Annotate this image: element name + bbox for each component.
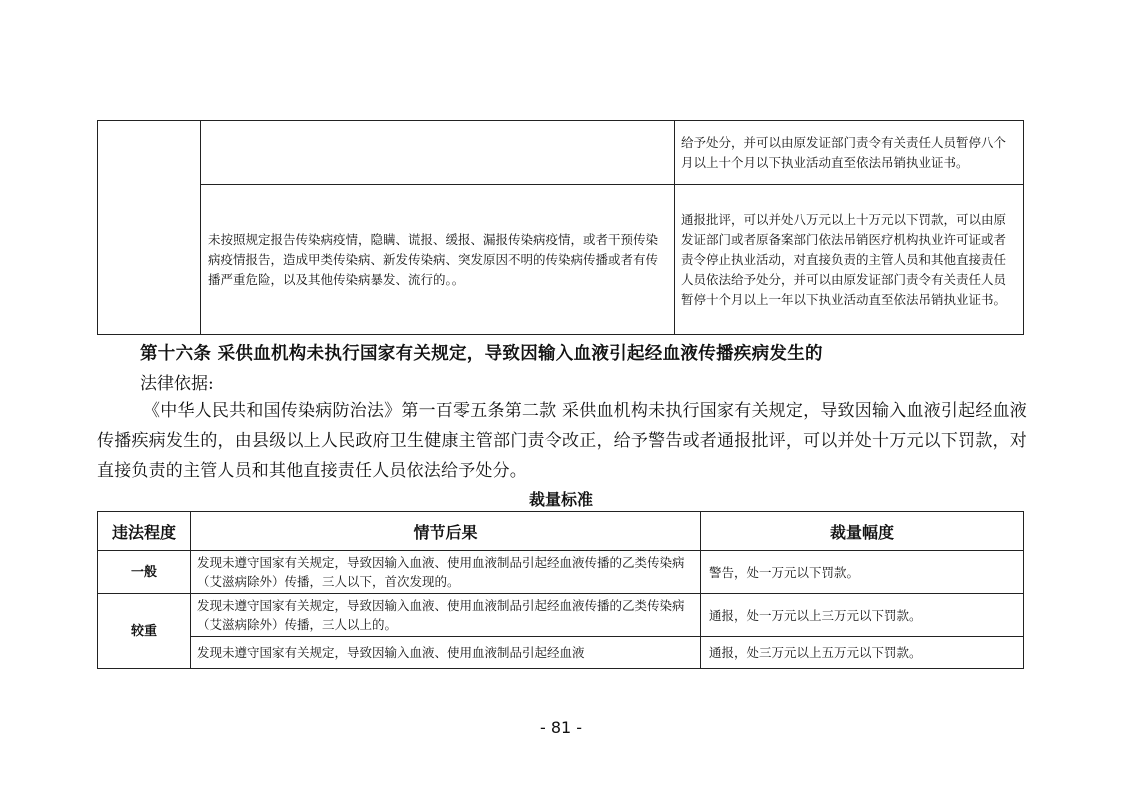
standard-title: 裁量标准 [528, 490, 593, 509]
legal-basis-text: 《中华人民共和国传染病防治法》第一百零五条第二款 采供血机构未执行国家有关规定，导致因输入血液引起经血液传播疾病发生的，由县级以上人民政府卫生健康主管部门责令改正，给予警告或者通报批评，可以并处十万元以下罚款，对直接负责的主管人员和其他直接责任人员依法给予处分。 [97, 401, 1027, 481]
table-header-row [98, 512, 1024, 551]
circumstance-cell: 发现未遵守国家有关规定，导致因输入血液、使用血液制品引起经血液 [191, 637, 701, 669]
legal-basis-label: 法律依据: [140, 374, 214, 394]
circumstance-cell [201, 121, 675, 185]
table-row [98, 594, 1024, 637]
table-row [98, 121, 1024, 185]
header-level: 违法程度 [98, 512, 191, 551]
circumstance-cell: 发现未遵守国家有关规定，导致因输入血液、使用血液制品引起经血液传播的乙类传染病（艾滋病除外）传播，三人以上的。 [191, 594, 701, 637]
penalty-cell: 给予处分，并可以由原发证部门责令有关责任人员暂停八个月以上十个月以下执业活动直至依法吊销执业证书。 [675, 121, 1024, 185]
penalty-cell: 通报，处三万元以上五万元以下罚款。 [701, 637, 1024, 669]
top-penalty-table [97, 120, 1024, 335]
penalty-cell: 通报批评，可以并处八万元以上十万元以下罚款，可以由原发证部门或者原备案部门依法吊销医疗机构执业许可证或者责令停止执业活动，对直接负责的主管人员和其他直接责任人员依法给予处分，并可以由原发证部门责令有关责任人员暂停十个月以上一年以下执业活动直至依法吊销执业证书。 [675, 185, 1024, 335]
penalty-cell: 通报，处一万元以上三万元以下罚款。 [701, 594, 1024, 637]
header-circumstance: 情节后果 [191, 512, 701, 551]
penalty-cell: 警告，处一万元以下罚款。 [701, 551, 1024, 594]
page-number: - 81 - [539, 718, 583, 737]
circumstance-cell: 未按照规定报告传染病疫情，隐瞒、谎报、缓报、漏报传染病疫情，或者干预传染病疫情报告，造成甲类传染病、新发传染病、突发原因不明的传染病传播或者有传播严重危险，以及其他传染病暴发、流行的。。 [201, 185, 675, 335]
circumstance-cell: 发现未遵守国家有关规定，导致因输入血液、使用血液制品引起经血液传播的乙类传染病（艾滋病除外）传播，三人以下，首次发现的。 [191, 551, 701, 594]
discretion-standard-table [97, 511, 1024, 669]
level-cell: 一般 [98, 551, 191, 594]
table-row [98, 551, 1024, 594]
article-heading: 第十六条 采供血机构未执行国家有关规定，导致因输入血液引起经血液传播疾病发生的 [140, 344, 823, 364]
header-penalty: 裁量幅度 [701, 512, 1024, 551]
table-row [98, 637, 1024, 669]
level-cell: 较重 [98, 594, 191, 669]
level-cell-empty [98, 121, 201, 335]
table-row [98, 185, 1024, 335]
